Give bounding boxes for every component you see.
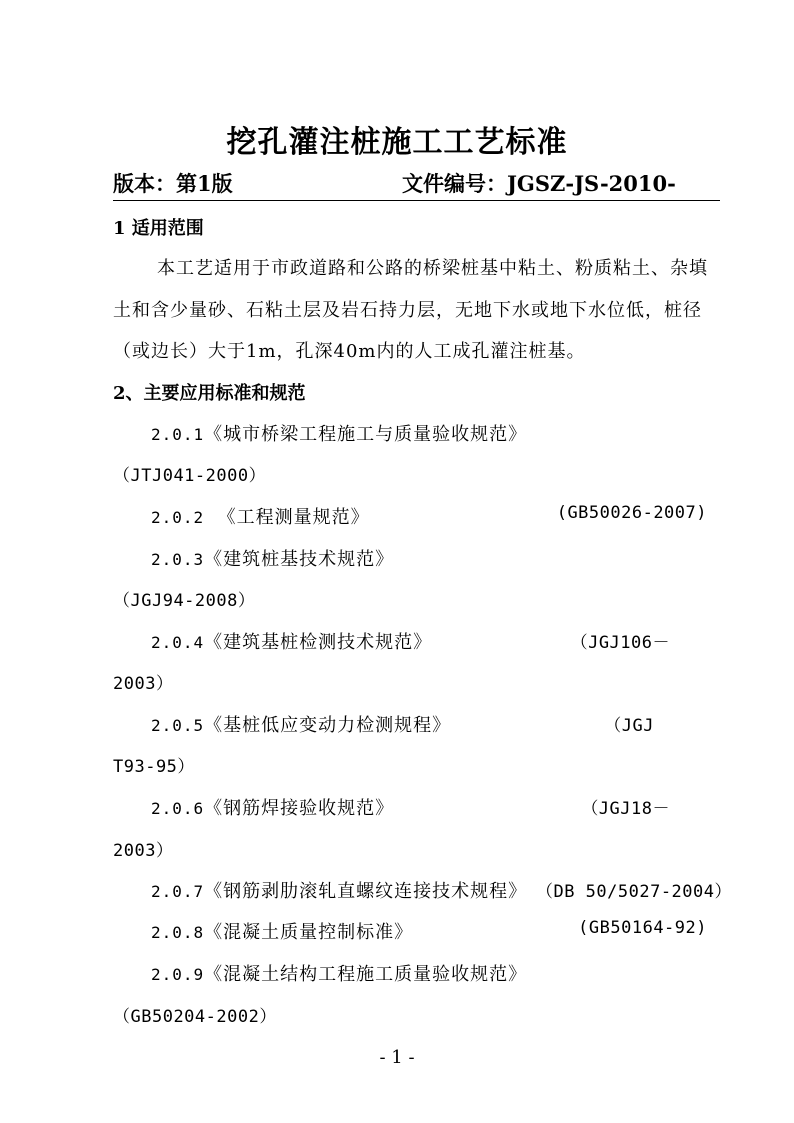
page-number: - 1 - [379, 1047, 415, 1068]
standard-number: 2.0.1 [151, 425, 205, 444]
standard-number: 2.0.5 [151, 716, 205, 735]
document-title: 挖孔灌注桩施工工艺标准 [226, 125, 568, 160]
version-label: 版本：第1版 [113, 171, 233, 196]
standard-code-continued: 2003） [113, 841, 174, 861]
standard-item [151, 545, 394, 571]
header-rule [113, 200, 720, 201]
standard-code: (GB50026-2007) [556, 503, 707, 523]
standard-number: 2.0.3 [151, 550, 205, 569]
standard-number: 2.0.7 [151, 882, 205, 901]
section-1-line-2: 土和含少量砂、石粘土层及岩石持力层，无地下水或地下水位低，桩径 [113, 300, 702, 321]
section-1-heading: 1 适用范围 [113, 218, 204, 239]
standard-name: 《建筑基桩检测技术规范》 [204, 632, 433, 653]
standard-name: 《混凝土质量控制标准》 [204, 922, 414, 943]
standard-number: 2.0.6 [151, 799, 205, 818]
standard-name: 《建筑桩基技术规范》 [204, 549, 395, 570]
standard-number: 2.0.8 [151, 923, 205, 942]
standard-item [151, 420, 527, 446]
standard-item [151, 877, 527, 903]
standard-code: (GB50164-92) [578, 918, 707, 938]
standard-code: （JTJ041-2000） [113, 466, 267, 486]
file-number: 文件编号：JGSZ-JS-2010- [402, 171, 676, 196]
standard-item [151, 628, 432, 654]
section-1-line-3: （或边长）大于1m，孔深40m内的人工成孔灌注桩基。 [113, 341, 586, 362]
section-1-line-1: 本工艺适用于市政道路和公路的桥梁桩基中粘土、粉质粘土、杂填 [157, 258, 708, 279]
standard-name: 《城市桥梁工程施工与质量验收规范》 [204, 424, 528, 445]
standard-number: 2.0.4 [151, 633, 205, 652]
section-2-heading: 2、主要应用标准和规范 [113, 383, 306, 404]
standard-item [151, 711, 451, 737]
standard-name: 《基桩低应变动力检测规程》 [204, 715, 452, 736]
standard-code: （JGJ [604, 716, 654, 736]
standard-name: 《混凝土结构工程施工质量验收规范》 [204, 964, 528, 985]
standard-code: （JGJ94-2008） [113, 591, 256, 611]
standard-code: （JGJ18－ [581, 799, 670, 819]
standard-code-continued: T93-95） [113, 757, 195, 777]
standard-item [151, 503, 370, 529]
standard-code: （GB50204-2002） [113, 1007, 277, 1027]
standard-name: 《钢筋焊接验收规范》 [204, 798, 395, 819]
standard-item [151, 960, 527, 986]
standard-number: 2.0.2 [151, 508, 205, 527]
standard-name: 《钢筋剥肋滚轧直螺纹连接技术规程》 [204, 881, 528, 902]
standard-code-continued: 2003） [113, 674, 174, 694]
standard-code: （JGJ106－ [570, 633, 670, 653]
standard-name: 《工程测量规范》 [204, 507, 370, 528]
standard-item [151, 918, 413, 944]
standard-item [151, 794, 394, 820]
standard-code: （DB 50/5027-2004） [535, 882, 732, 902]
standard-number: 2.0.9 [151, 965, 205, 984]
